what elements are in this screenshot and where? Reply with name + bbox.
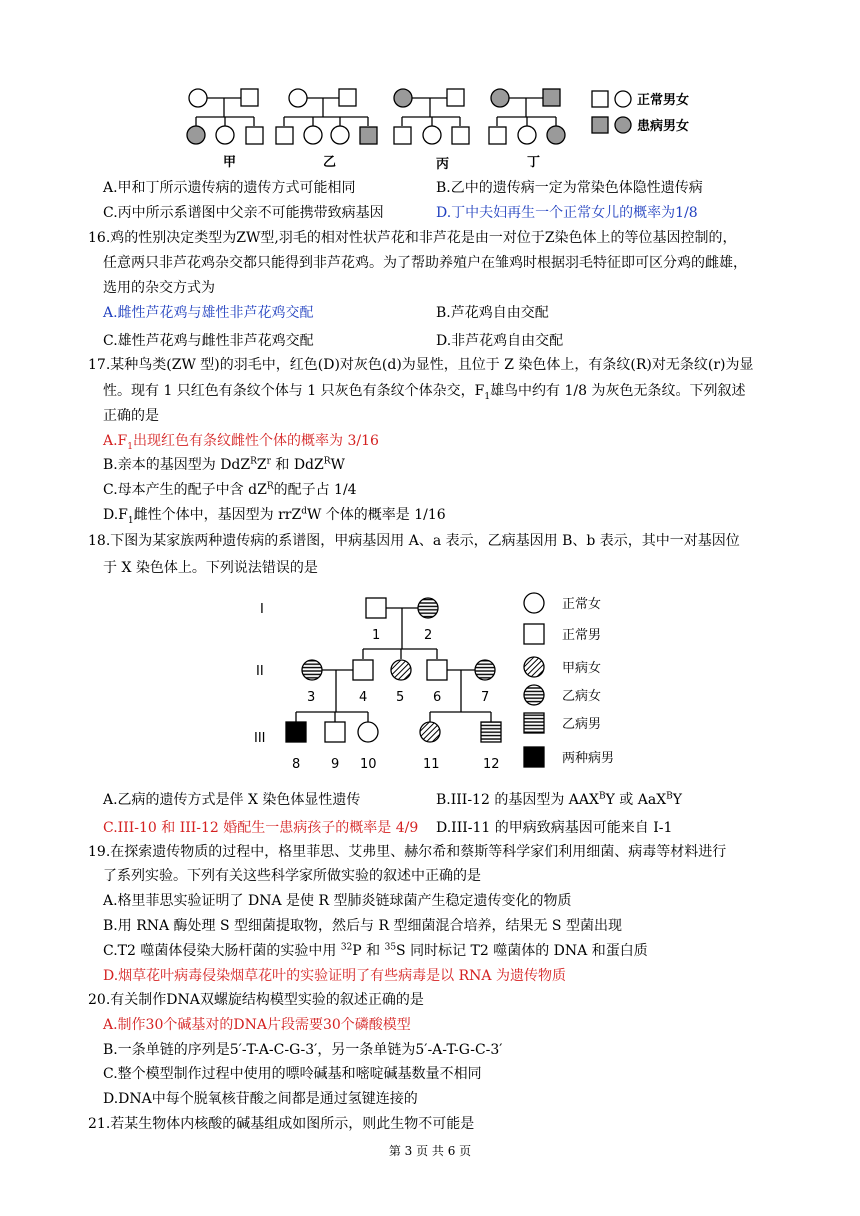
yi-child-1 xyxy=(276,127,293,144)
q18-option-a: A.乙病的遗传方式是伴 X 染色体显性遗传 xyxy=(103,792,361,808)
ding-child-2 xyxy=(518,126,536,144)
q19-option-c: C.T2 噬菌体侵染大肠杆菌的实验中用 $^{32}$P 和 $^{35}$S 同时标记 T2 噬菌体的 DNA 和蛋白质 xyxy=(103,942,648,959)
q15-option-a: A.甲和丁所示遗传病的遗传方式可能相同 xyxy=(103,180,356,196)
q15-option-d: D.丁中夫妇再生一个正常女儿的概率为1/8 xyxy=(436,205,698,221)
q18-stem-line-1: 18.下图为某家族两种遗传病的系谱图，甲病基因用 A、a 表示，乙病基因用 B、b 表示，其中一对基因位 xyxy=(88,533,740,549)
label-bing: 丙 xyxy=(436,157,450,172)
num-12: 12 xyxy=(483,757,500,772)
yi-mother xyxy=(289,89,307,107)
yi-child-2 xyxy=(304,126,322,144)
legend-both-male-icon xyxy=(524,747,544,767)
q18-option-c: C.III-10 和 III-12 婚配生一患病孩子的概率是 4/9 xyxy=(103,820,419,836)
jia-father xyxy=(241,89,258,106)
q18-pedigree-figure xyxy=(0,585,860,785)
ding-mother xyxy=(491,89,509,107)
legend-normal-text: 正常男女 xyxy=(637,93,690,108)
individual-III-9 xyxy=(325,722,345,742)
jia-mother xyxy=(189,89,207,107)
q20-option-b: B.一条单链的序列是5′-T-A-C-G-3′，另一条单链为5′-A-T-G-C-3′ xyxy=(103,1042,503,1058)
q20-option-d: D.DNA中每个脱氧核苷酸之间都是通过氢键连接的 xyxy=(103,1091,418,1107)
q16-option-a: A.雌性芦花鸡与雄性非芦花鸡交配 xyxy=(103,305,314,321)
yi-child-4 xyxy=(360,127,377,144)
num-5: 5 xyxy=(396,690,405,705)
yi-father xyxy=(339,89,356,106)
q17-option-b: B.亲本的基因型为 $DdZ^RZ^r$ 和 DdZ$^R$W xyxy=(103,456,345,473)
label-ding: 丁 xyxy=(527,155,541,170)
num-7: 7 xyxy=(481,690,490,705)
legend-yi-female-icon xyxy=(524,685,544,705)
legend-jia-female-icon xyxy=(524,657,544,677)
legend-yi-male-icon xyxy=(524,713,544,733)
legend-normal-female: 正常女 xyxy=(562,597,602,612)
legend-normal-male-icon xyxy=(524,624,544,644)
q19-stem-line-1: 19.在探索遗传物质的过程中，格里菲思、艾弗里、赫尔希和蔡斯等科学家们利用细菌、病毒等材料进行 xyxy=(88,844,727,860)
bing-father xyxy=(447,89,464,106)
generation-II: II xyxy=(256,664,264,679)
q15-option-b: B.乙中的遗传病一定为常染色体隐性遗传病 xyxy=(436,180,703,196)
individual-II-7 xyxy=(475,660,495,680)
q16-stem-line-2: 任意两只非芦花鸡杂交都只能得到非芦花鸡。为了帮助养殖户在雏鸡时根据羽毛特征即可区分鸡的雌雄， xyxy=(103,255,747,271)
num-4: 4 xyxy=(359,690,368,705)
q19-option-d: D.烟草花叶病毒侵染烟草花叶的实验证明了有些病毒是以 RNA 为遗传物质 xyxy=(103,968,566,984)
legend-both-male: 两种病男 xyxy=(562,751,615,766)
individual-III-8 xyxy=(286,722,306,742)
num-10: 10 xyxy=(360,757,377,772)
legend-affected-male xyxy=(592,117,608,133)
individual-III-12 xyxy=(481,722,501,742)
yi-child-3 xyxy=(331,126,349,144)
q17-option-a: $A.F_1$出现红色有条纹雌性个体的概率为 3/16 xyxy=(103,433,379,452)
page-footer: 第 3 页 共 6 页 xyxy=(388,1144,472,1158)
individual-II-3 xyxy=(302,660,322,680)
legend-affected-female xyxy=(615,117,631,133)
num-1: 1 xyxy=(372,628,381,643)
q18-stem-line-2: 于 X 染色体上。下列说法错误的是 xyxy=(103,560,318,576)
legend-jia-female: 甲病女 xyxy=(562,661,602,676)
generation-I: I xyxy=(260,602,264,617)
legend-affected-text: 患病男女 xyxy=(637,119,690,134)
num-2: 2 xyxy=(424,628,433,643)
legend-normal-male xyxy=(592,91,608,107)
q18-option-d: D.III-11 的甲病致病基因可能来自 I-1 xyxy=(436,820,673,836)
q19-option-b: B.用 RNA 酶处理 S 型细菌提取物，然后与 R 型细菌混合培养，结果无 S 型菌出现 xyxy=(103,918,622,934)
ding-father xyxy=(543,89,560,106)
q17-option-c: C.母本产生的配子中含 $dZ^R$的配子占 1/4 xyxy=(103,481,357,498)
bing-mother xyxy=(394,89,412,107)
legend-normal-female-icon xyxy=(524,593,544,613)
q19-stem-line-2: 了系列实验。下列有关这些科学家所做实验的叙述中正确的是 xyxy=(103,868,481,884)
jia-child-3 xyxy=(246,127,263,144)
legend-yi-female: 乙病女 xyxy=(562,689,602,704)
jia-child-1 xyxy=(187,126,205,144)
num-11: 11 xyxy=(423,757,440,772)
bing-child-1 xyxy=(394,127,411,144)
q17-stem-line-1: 17.某种鸟类(ZW 型)的羽毛中，红色(D)对灰色(d)为显性，且位于 Z 染色体上，有条纹(R)对无条纹(r)为显 xyxy=(88,357,754,373)
num-8: 8 xyxy=(292,757,301,772)
q16-option-d: D.非芦花鸡自由交配 xyxy=(436,333,564,349)
legend-yi-male: 乙病男 xyxy=(562,717,602,732)
bing-child-3 xyxy=(452,127,469,144)
ding-child-3 xyxy=(547,126,565,144)
num-3: 3 xyxy=(307,690,316,705)
q16-stem-line-3: 选用的杂交方式为 xyxy=(103,280,215,296)
top-pedigree-figure xyxy=(0,0,860,180)
individual-II-4 xyxy=(353,660,373,680)
individual-I-1 xyxy=(366,598,386,618)
q17-stem-line-3: 正确的是 xyxy=(103,408,159,424)
q18-option-b: B.III-12 的基因型为 $AAX^BY$ 或 AaX$^B$Y xyxy=(436,791,683,808)
q17-stem-line-2: 性。现有 1 只红色有条纹个体与 1 只灰色有条纹个体杂交，$F_1$雄鸟中约有 1/8 为灰色无条纹。下列叙述 xyxy=(103,383,746,402)
label-yi: 乙 xyxy=(323,155,337,170)
num-6: 6 xyxy=(433,690,442,705)
q16-option-b: B.芦花鸡自由交配 xyxy=(436,305,549,321)
bing-child-2 xyxy=(423,126,441,144)
legend-normal-male: 正常男 xyxy=(562,628,602,643)
jia-child-2 xyxy=(216,126,234,144)
label-jia: 甲 xyxy=(223,155,237,170)
ding-child-1 xyxy=(489,127,506,144)
q15-option-c: C.丙中所示系谱图中父亲不可能携带致病基因 xyxy=(103,205,384,221)
q21-stem: 21.若某生物体内核酸的碱基组成如图所示，则此生物不可能是 xyxy=(88,1116,475,1132)
q16-stem-line-1: 16.鸡的性别决定类型为ZW型,羽毛的相对性状芦花和非芦花是由一对位于Z染色体上的等位基因控制的， xyxy=(88,230,737,246)
q19-option-a: A.格里菲思实验证明了 DNA 是使 R 型肺炎链球菌产生稳定遗传变化的物质 xyxy=(103,893,572,909)
legend-normal-female xyxy=(615,91,631,107)
q20-option-a: A.制作30个碱基对的DNA片段需要30个磷酸模型 xyxy=(103,1017,411,1033)
q20-stem: 20.有关制作DNA双螺旋结构模型实验的叙述正确的是 xyxy=(88,992,424,1008)
q16-option-c: C.雄性芦花鸡与雌性非芦花鸡交配 xyxy=(103,333,314,349)
generation-III: III xyxy=(254,731,266,746)
num-9: 9 xyxy=(331,757,340,772)
individual-III-11 xyxy=(420,722,440,742)
individual-I-2 xyxy=(418,598,438,618)
individual-II-6 xyxy=(427,660,447,680)
q17-option-d: $D.F_1$雌性个体中，基因型为 rrZ$^d$W 个体的概率是 1/16 xyxy=(103,506,446,526)
q20-option-c: C.整个模型制作过程中使用的嘌呤碱基和嘧啶碱基数量不相同 xyxy=(103,1066,482,1082)
individual-II-5 xyxy=(391,660,411,680)
individual-III-10 xyxy=(358,722,378,742)
